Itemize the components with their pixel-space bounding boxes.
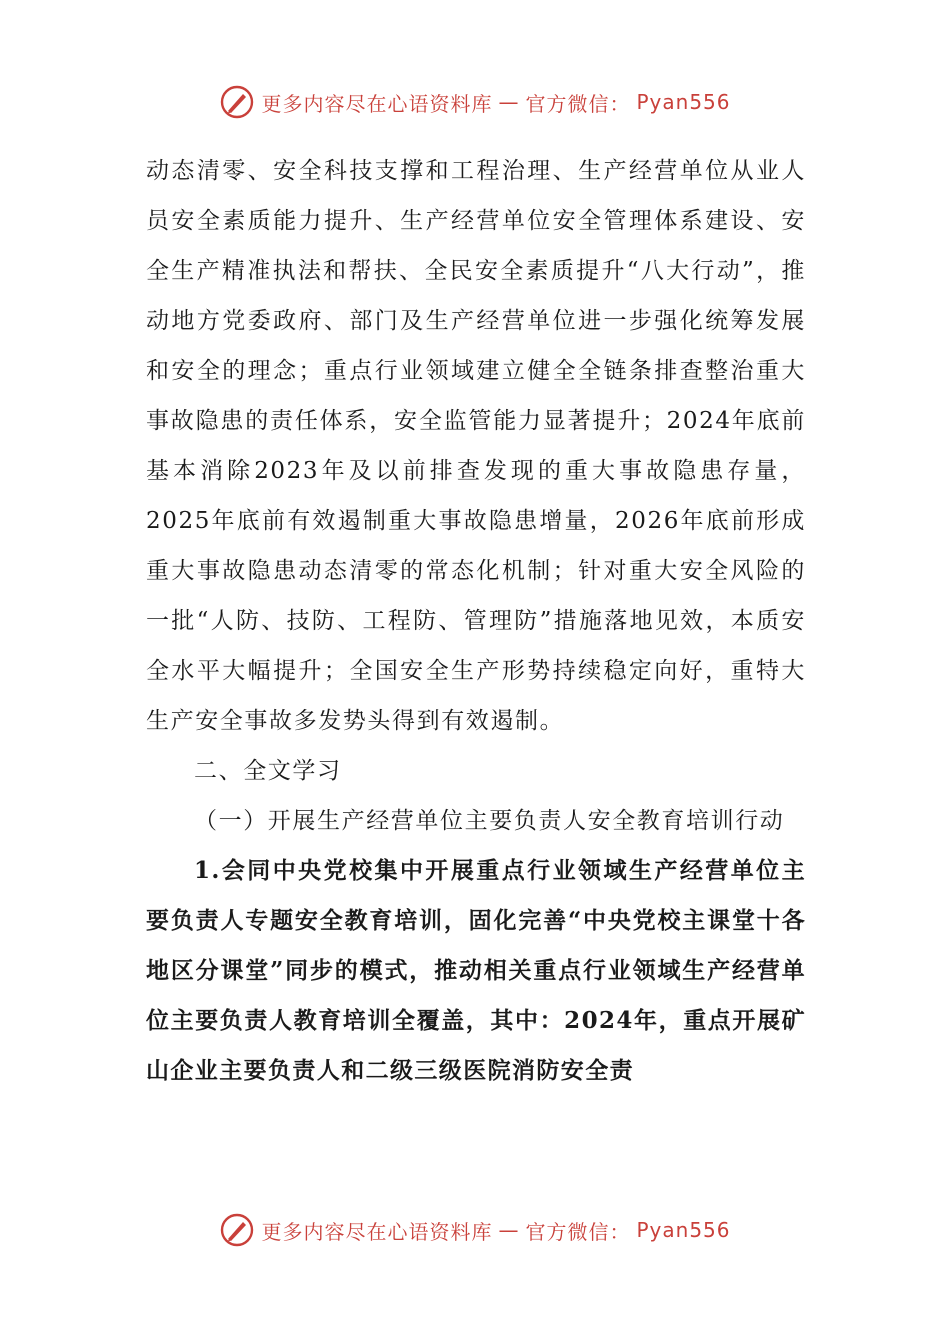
banner-dash: — xyxy=(498,90,520,114)
banner-main-text: 更多内容尽在心语资料库 xyxy=(261,91,493,116)
pen-logo-icon xyxy=(219,1212,255,1248)
section-heading: 二、全文学习 xyxy=(194,758,342,784)
header-watermark-banner xyxy=(0,80,950,124)
banner-wechat-id: Pyan556 xyxy=(636,90,731,114)
banner-dash: — xyxy=(498,1218,520,1242)
pen-logo-icon xyxy=(219,84,255,120)
banner-main-text: 更多内容尽在心语资料库 xyxy=(261,1219,493,1244)
banner-sub-text: 官方微信： xyxy=(525,91,631,116)
body-paragraph-continued: 动态清零、安全科技支撑和工程治理、生产经营单位从业人员安全素质能力提升、生产经营单位安全管理体系建设、安全生产精准执法和帮扶、全民安全素质提升“八大行动”，推动地方党委政府、部门及生产经营单位进一步强化统筹发展和安全的理念；重点行业领域建立健全全链条排查整治重大事故隐患的责任体系，安全监管能力显著提升；2024年底前基本消除2023年及以前排查发现的重大事故隐患存量，2025年底前有效遏制重大事故隐患增量，2026年底前形成重大事故隐患动态清零的常态化机制；针对重大安全风险的一批“人防、技防、工程防、管理防”措施落地见效，本质安全水平大幅提升；全国安全生产形势持续稳定向好，重特大生产安全事故多发势头得到有效遏制。 xyxy=(146,158,806,734)
banner-wechat-id: Pyan556 xyxy=(636,1218,731,1242)
numbered-item: 1.会同中央党校集中开展重点行业领域生产经营单位主要负责人专题安全教育培训，固化完善“中央党校主课堂十各地区分课堂”同步的模式，推动相关重点行业领域生产经营单位主要负责人教育培训全覆盖，其中：2024年，重点开展矿山企业主要负责人和二级三级医院消防安全责 xyxy=(146,857,806,1084)
banner-sub-text: 官方微信： xyxy=(525,1219,631,1244)
subsection-heading: （一）开展生产经营单位主要负责人安全教育培训行动 xyxy=(194,808,785,834)
document-body xyxy=(146,146,806,1096)
footer-watermark-banner xyxy=(0,1208,950,1252)
